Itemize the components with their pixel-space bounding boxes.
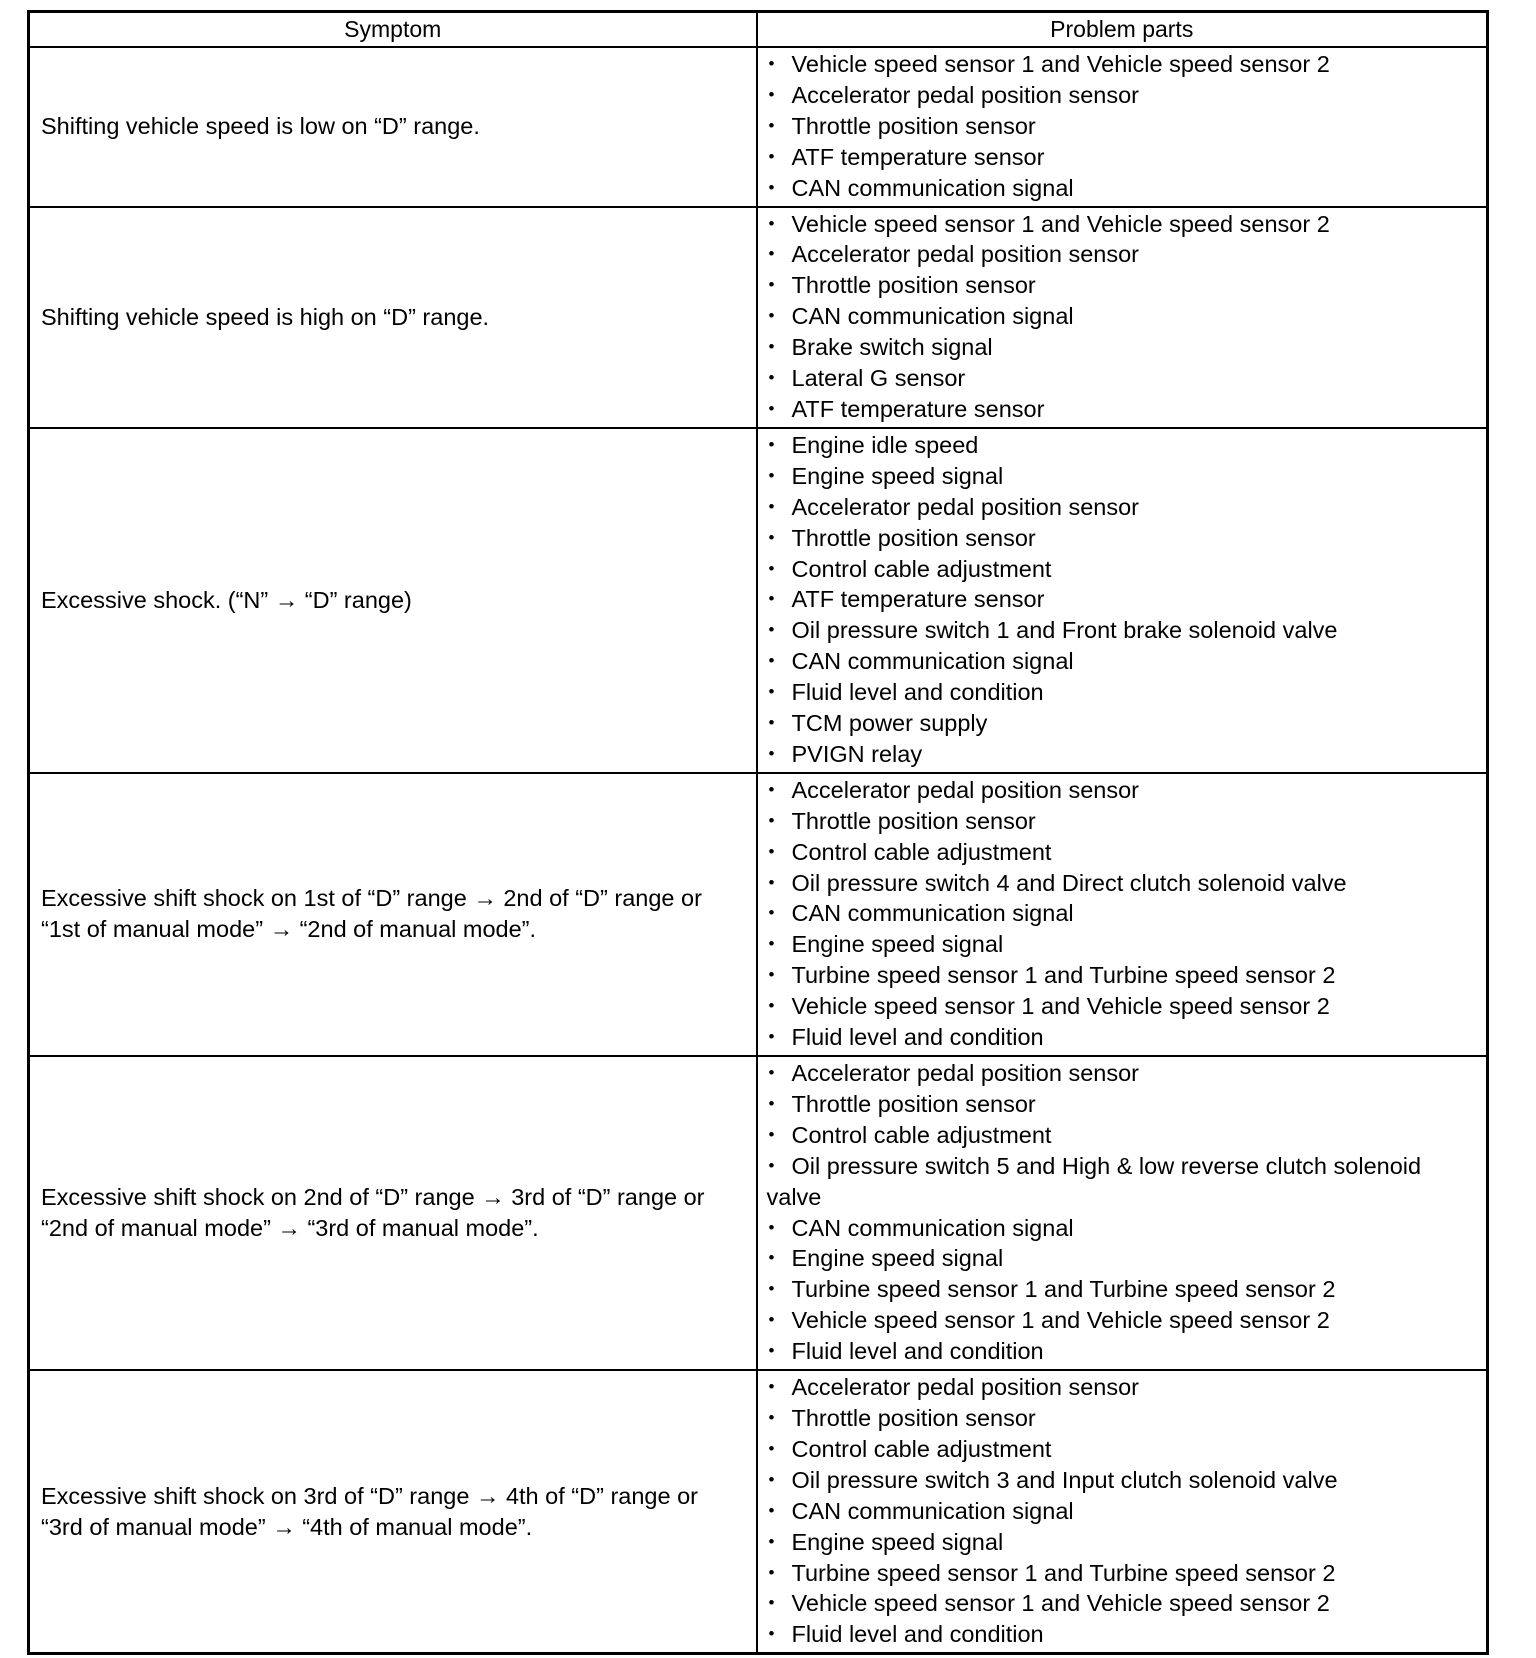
list-item bbox=[767, 646, 1479, 677]
bullet-icon: • bbox=[768, 1341, 775, 1361]
bullet-icon: • bbox=[768, 306, 775, 326]
problem-parts-list bbox=[767, 49, 1479, 204]
symptom-cell: Shifting vehicle speed is high on “D” range. bbox=[29, 207, 757, 428]
problem-part-text: Oil pressure switch 1 and Front brake solenoid valve bbox=[791, 617, 1338, 644]
problem-part-text: CAN communication signal bbox=[791, 1214, 1074, 1241]
bullet-icon: • bbox=[768, 1438, 775, 1458]
list-item bbox=[767, 1619, 1479, 1650]
bullet-icon: • bbox=[768, 1063, 775, 1082]
list-item bbox=[767, 1372, 1479, 1403]
bullet-icon: • bbox=[768, 1500, 775, 1520]
list-item bbox=[767, 111, 1479, 142]
problem-part-text: Turbine speed sensor 1 and Turbine speed sensor 2 bbox=[791, 962, 1336, 989]
list-item bbox=[767, 806, 1479, 837]
problem-part-text: Vehicle speed sensor 1 and Vehicle speed sensor 2 bbox=[791, 993, 1330, 1020]
bullet-icon: • bbox=[768, 1624, 775, 1644]
table-body bbox=[29, 47, 1488, 1654]
table-row bbox=[29, 428, 1488, 773]
problem-parts-list bbox=[767, 1372, 1479, 1650]
problem-part-text: Throttle position sensor bbox=[791, 112, 1036, 139]
bullet-icon: • bbox=[768, 1562, 775, 1582]
table-row bbox=[29, 1056, 1488, 1370]
problem-parts-cell bbox=[757, 773, 1488, 1056]
list-item bbox=[767, 301, 1479, 332]
bullet-icon: • bbox=[768, 496, 775, 516]
list-item bbox=[767, 584, 1479, 615]
symptom-table-container bbox=[27, 10, 1486, 1655]
list-item bbox=[767, 1496, 1479, 1527]
bullet-icon: • bbox=[768, 651, 775, 671]
problem-part-text: Control cable adjustment bbox=[791, 555, 1052, 582]
problem-part-text: Accelerator pedal position sensor bbox=[791, 1060, 1139, 1086]
problem-part-text: CAN communication signal bbox=[791, 1497, 1074, 1524]
problem-part-text: ATF temperature sensor bbox=[791, 395, 1045, 422]
bullet-icon: • bbox=[768, 177, 775, 197]
bullet-icon: • bbox=[768, 1593, 775, 1613]
problem-part-text: Accelerator pedal position sensor bbox=[791, 1374, 1139, 1401]
problem-part-text: Throttle position sensor bbox=[791, 524, 1036, 551]
bullet-icon: • bbox=[768, 368, 775, 388]
list-item bbox=[767, 1213, 1479, 1244]
problem-part-text: Oil pressure switch 4 and Direct clutch solenoid valve bbox=[791, 869, 1347, 896]
list-item bbox=[767, 739, 1479, 770]
problem-part-text: ATF temperature sensor bbox=[791, 586, 1045, 613]
problem-part-text: TCM power supply bbox=[791, 710, 988, 737]
list-item bbox=[767, 1058, 1479, 1089]
list-item bbox=[767, 1305, 1479, 1336]
problem-part-text: Turbine speed sensor 1 and Turbine speed sensor 2 bbox=[791, 1276, 1336, 1303]
problem-part-text: Fluid level and condition bbox=[791, 1024, 1044, 1051]
symptom-cell: Excessive shock. (“N” → “D” range) bbox=[29, 428, 757, 773]
symptom-cell: Excessive shift shock on 3rd of “D” range → 4th of “D” range or “3rd of manual mode” → “4th of manual mode”. bbox=[29, 1370, 757, 1654]
table-header-row bbox=[29, 12, 1488, 48]
bullet-icon: • bbox=[768, 558, 775, 578]
list-item bbox=[767, 868, 1479, 899]
bullet-icon: • bbox=[768, 1093, 775, 1113]
list-item bbox=[767, 332, 1479, 363]
list-item bbox=[767, 394, 1479, 425]
problem-part-text: Control cable adjustment bbox=[791, 1435, 1052, 1462]
bullet-icon: • bbox=[768, 275, 775, 295]
problem-part-text: Control cable adjustment bbox=[791, 838, 1052, 865]
bullet-icon: • bbox=[768, 213, 775, 233]
list-item bbox=[767, 363, 1479, 394]
problem-part-text: Accelerator pedal position sensor bbox=[791, 493, 1139, 520]
problem-part-text: Vehicle speed sensor 1 and Vehicle speed sensor 2 bbox=[791, 210, 1330, 237]
problem-parts-cell bbox=[757, 47, 1488, 207]
problem-part-text: Fluid level and condition bbox=[791, 1621, 1044, 1648]
problem-part-text: Control cable adjustment bbox=[791, 1121, 1052, 1148]
list-item bbox=[767, 209, 1479, 240]
list-item bbox=[767, 1558, 1479, 1589]
bullet-icon: • bbox=[768, 965, 775, 985]
bullet-icon: • bbox=[768, 115, 775, 135]
list-item bbox=[767, 1022, 1479, 1053]
bullet-icon: • bbox=[768, 779, 775, 799]
problem-part-text: Accelerator pedal position sensor bbox=[791, 81, 1139, 108]
list-item bbox=[767, 80, 1479, 111]
problem-part-text: Vehicle speed sensor 1 and Vehicle speed sensor 2 bbox=[791, 1307, 1330, 1334]
list-item bbox=[767, 430, 1479, 461]
list-item bbox=[767, 1151, 1479, 1213]
bullet-icon: • bbox=[768, 810, 775, 830]
list-item bbox=[767, 492, 1479, 523]
bullet-icon: • bbox=[768, 1217, 775, 1237]
problem-part-text: Fluid level and condition bbox=[791, 679, 1044, 706]
bullet-icon: • bbox=[768, 1469, 775, 1489]
problem-parts-cell bbox=[757, 1370, 1488, 1654]
symptom-cell: Shifting vehicle speed is low on “D” range. bbox=[29, 47, 757, 207]
table-row bbox=[29, 207, 1488, 428]
list-item bbox=[767, 554, 1479, 585]
problem-part-text: Vehicle speed sensor 1 and Vehicle speed sensor 2 bbox=[791, 51, 1330, 77]
bullet-icon: • bbox=[768, 337, 775, 357]
bullet-icon: • bbox=[768, 1377, 775, 1397]
problem-part-text: Fluid level and condition bbox=[791, 1338, 1044, 1365]
list-item bbox=[767, 1527, 1479, 1558]
list-item bbox=[767, 677, 1479, 708]
problem-part-text: CAN communication signal bbox=[791, 900, 1074, 927]
list-item bbox=[767, 929, 1479, 960]
table-row bbox=[29, 47, 1488, 207]
bullet-icon: • bbox=[768, 434, 775, 454]
list-item bbox=[767, 837, 1479, 868]
problem-part-text: Engine idle speed bbox=[791, 431, 979, 458]
problem-part-text: Throttle position sensor bbox=[791, 272, 1036, 299]
bullet-icon: • bbox=[768, 996, 775, 1016]
bullet-icon: • bbox=[768, 1531, 775, 1551]
bullet-icon: • bbox=[768, 1248, 775, 1268]
column-header-symptom: Symptom bbox=[29, 12, 757, 48]
bullet-icon: • bbox=[768, 1407, 775, 1427]
bullet-icon: • bbox=[768, 398, 775, 418]
table-row bbox=[29, 773, 1488, 1056]
problem-parts-cell bbox=[757, 1056, 1488, 1370]
symptom-problem-parts-table bbox=[27, 10, 1489, 1655]
problem-parts-cell bbox=[757, 428, 1488, 773]
problem-part-text: Accelerator pedal position sensor bbox=[791, 241, 1139, 268]
bullet-icon: • bbox=[768, 620, 775, 640]
problem-parts-list bbox=[767, 1058, 1479, 1367]
list-item bbox=[767, 1089, 1479, 1120]
bullet-icon: • bbox=[768, 1124, 775, 1144]
column-header-problem-parts: Problem parts bbox=[757, 12, 1488, 48]
problem-part-text: CAN communication signal bbox=[791, 303, 1074, 330]
list-item bbox=[767, 898, 1479, 929]
bullet-icon: • bbox=[768, 872, 775, 892]
bullet-icon: • bbox=[768, 903, 775, 923]
problem-parts-list bbox=[767, 775, 1479, 1053]
problem-part-text: CAN communication signal bbox=[791, 648, 1074, 675]
problem-part-text: Oil pressure switch 5 and High & low reverse clutch solenoid valve bbox=[766, 1152, 1422, 1210]
bullet-icon: • bbox=[768, 1279, 775, 1299]
problem-part-text: Vehicle speed sensor 1 and Vehicle speed sensor 2 bbox=[791, 1590, 1330, 1617]
problem-part-text: Engine speed signal bbox=[791, 1528, 1004, 1555]
list-item bbox=[767, 270, 1479, 301]
list-item bbox=[767, 960, 1479, 991]
problem-part-text: Oil pressure switch 3 and Input clutch solenoid valve bbox=[791, 1466, 1338, 1493]
problem-part-text: Throttle position sensor bbox=[791, 1090, 1036, 1117]
list-item bbox=[767, 615, 1479, 646]
bullet-icon: • bbox=[768, 713, 775, 733]
list-item bbox=[767, 461, 1479, 492]
list-item bbox=[767, 1120, 1479, 1151]
bullet-icon: • bbox=[768, 244, 775, 264]
list-item bbox=[767, 708, 1479, 739]
problem-part-text: Accelerator pedal position sensor bbox=[791, 776, 1139, 803]
list-item bbox=[767, 142, 1479, 173]
problem-part-text: Throttle position sensor bbox=[791, 807, 1036, 834]
problem-part-text: PVIGN relay bbox=[791, 740, 923, 767]
list-item bbox=[767, 775, 1479, 806]
bullet-icon: • bbox=[768, 527, 775, 547]
problem-parts-list bbox=[767, 430, 1479, 770]
problem-part-text: Brake switch signal bbox=[791, 334, 993, 361]
problem-part-text: Engine speed signal bbox=[791, 931, 1004, 958]
table-row bbox=[29, 1370, 1488, 1654]
problem-part-text: Lateral G sensor bbox=[791, 365, 966, 392]
symptom-cell: Excessive shift shock on 1st of “D” range → 2nd of “D” range or “1st of manual mode” → “2nd of manual mode”. bbox=[29, 773, 757, 1056]
problem-part-text: Turbine speed sensor 1 and Turbine speed sensor 2 bbox=[791, 1559, 1336, 1586]
list-item bbox=[767, 1274, 1479, 1305]
bullet-icon: • bbox=[768, 1310, 775, 1330]
bullet-icon: • bbox=[768, 589, 775, 609]
bullet-icon: • bbox=[768, 743, 775, 763]
list-item bbox=[767, 1336, 1479, 1367]
problem-part-text: CAN communication signal bbox=[791, 174, 1074, 201]
bullet-icon: • bbox=[768, 1155, 775, 1175]
list-item bbox=[767, 1465, 1479, 1496]
list-item bbox=[767, 1243, 1479, 1274]
list-item bbox=[767, 49, 1479, 80]
list-item bbox=[767, 173, 1479, 204]
problem-part-text: Throttle position sensor bbox=[791, 1404, 1036, 1431]
bullet-icon: • bbox=[768, 84, 775, 104]
list-item bbox=[767, 523, 1479, 554]
list-item bbox=[767, 991, 1479, 1022]
problem-part-text: Engine speed signal bbox=[791, 462, 1004, 489]
list-item bbox=[767, 1403, 1479, 1434]
symptom-cell: Excessive shift shock on 2nd of “D” range → 3rd of “D” range or “2nd of manual mode” → “3rd of manual mode”. bbox=[29, 1056, 757, 1370]
problem-parts-list bbox=[767, 209, 1479, 425]
bullet-icon: • bbox=[768, 841, 775, 861]
list-item bbox=[767, 1434, 1479, 1465]
problem-parts-cell bbox=[757, 207, 1488, 428]
bullet-icon: • bbox=[768, 1027, 775, 1047]
bullet-icon: • bbox=[768, 682, 775, 702]
problem-part-text: ATF temperature sensor bbox=[791, 143, 1045, 170]
bullet-icon: • bbox=[768, 146, 775, 166]
bullet-icon: • bbox=[768, 934, 775, 954]
bullet-icon: • bbox=[768, 465, 775, 485]
bullet-icon: • bbox=[768, 54, 775, 73]
list-item bbox=[767, 239, 1479, 270]
list-item bbox=[767, 1588, 1479, 1619]
problem-part-text: Engine speed signal bbox=[791, 1245, 1004, 1272]
